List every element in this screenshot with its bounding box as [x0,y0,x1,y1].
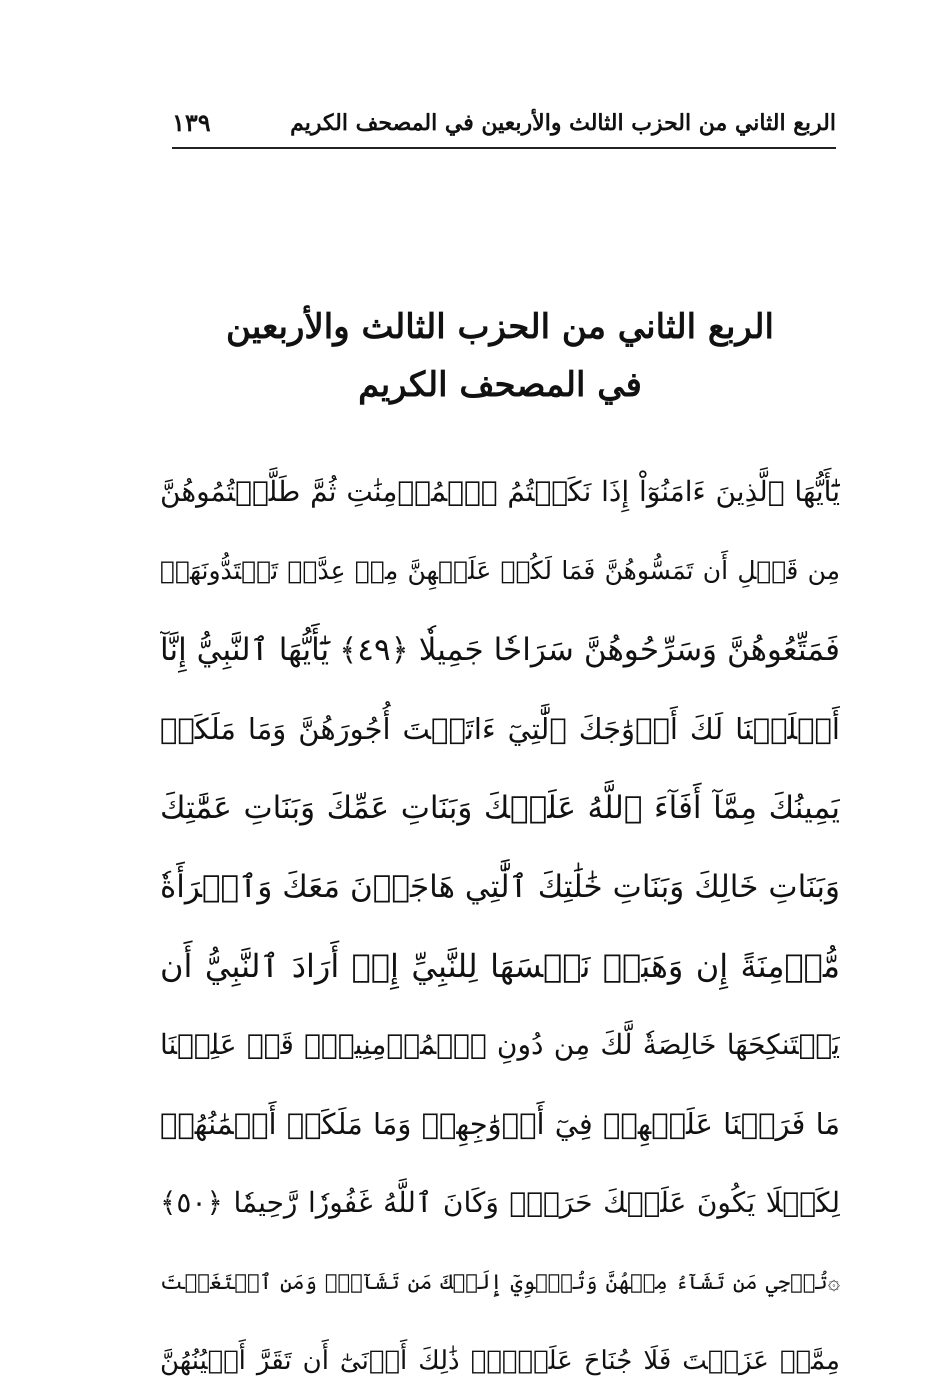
verse-line: يَسۡتَنكِحَهَا خَالِصَةٗ لَّكَ مِن دُونِ ٱلۡمُؤۡمِنِينَۗ قَدۡ عَلِمۡنَا [160,1028,840,1061]
verse-line: وَبَنَاتِ خَالِكَ وَبَنَاتِ خَٰلَٰتِكَ ٱلَّٰتِي هَاجَرۡنَ مَعَكَ وَٱمۡرَأَةٗ [160,868,840,905]
running-title: الربع الثاني من الحزب الثالث والأربعين في المصحف الكريم [290,110,836,136]
verse-line: مُّؤۡمِنَةً إِن وَهَبَتۡ نَفۡسَهَا لِلنَّبِيِّ إِنۡ أَرَادَ ٱلنَّبِيُّ أَن [160,946,840,985]
verse-line: لِكَيۡلَا يَكُونَ عَلَيۡكَ حَرَجٞۗ وَكَانَ ٱللَّهُ غَفُورٗا رَّحِيمٗا ﴿٥٠﴾ [160,1186,840,1219]
verse-line: ۞تُرۡجِي مَن تَشَآءُ مِنۡهُنَّ وَتُـٔۡوِيٓ إِلَيۡكَ مَن تَشَآءُۖ وَمَنِ ٱبۡتَغَيۡتَ [160,1269,840,1294]
chapter-title-line-1: الربع الثاني من الحزب الثالث والأربعين [225,307,774,347]
verse-line: مَا فَرَضۡنَا عَلَيۡهِمۡ فِيٓ أَزۡوَٰجِهِمۡ وَمَا مَلَكَتۡ أَيۡمَٰنُهُمۡ [160,1106,840,1141]
chapter-title [150,298,850,414]
page-number: ١٣٩ [172,108,211,137]
verse-line: مِن قَبۡلِ أَن تَمَسُّوهُنَّ فَمَا لَكُمۡ عَلَيۡهِنَّ مِنۡ عِدَّةٖ تَعۡتَدُّونَهَاۖ [160,556,840,585]
verse-line: يَمِينُكَ مِمَّآ أَفَآءَ ٱللَّهُ عَلَيۡكَ وَبَنَاتِ عَمِّكَ وَبَنَاتِ عَمَّٰتِكَ [160,789,840,826]
verse-line: أَحۡلَلۡنَا لَكَ أَزۡوَٰجَكَ ٱلَّٰتِيٓ ءَاتَيۡتَ أُجُورَهُنَّ وَمَا مَلَكَتۡ [160,711,840,746]
verse-line: مِمَّنۡ عَزَلۡتَ فَلَا جُنَاحَ عَلَيۡكَۚ ذَٰلِكَ أَدۡنَىٰٓ أَن تَقَرَّ أَعۡيُنُهُنَّ [160,1345,840,1376]
verse-line: يَٰٓأَيُّهَا ٱلَّذِينَ ءَامَنُوٓاْ إِذَا نَكَحۡتُمُ ٱلۡمُؤۡمِنَٰتِ ثُمَّ طَلَّقۡتُمُوهُنَّ [160,475,840,508]
header-rule [172,147,836,149]
chapter-title-line-2: في المصحف الكريم [358,365,642,405]
running-header [172,104,836,146]
verse-text-block [160,452,840,1400]
verse-line: فَمَتِّعُوهُنَّ وَسَرِّحُوهُنَّ سَرَاحٗا جَمِيلٗا ﴿٤٩﴾ يَٰٓأَيُّهَا ٱلنَّبِيُّ إِنَّآ [160,631,840,668]
